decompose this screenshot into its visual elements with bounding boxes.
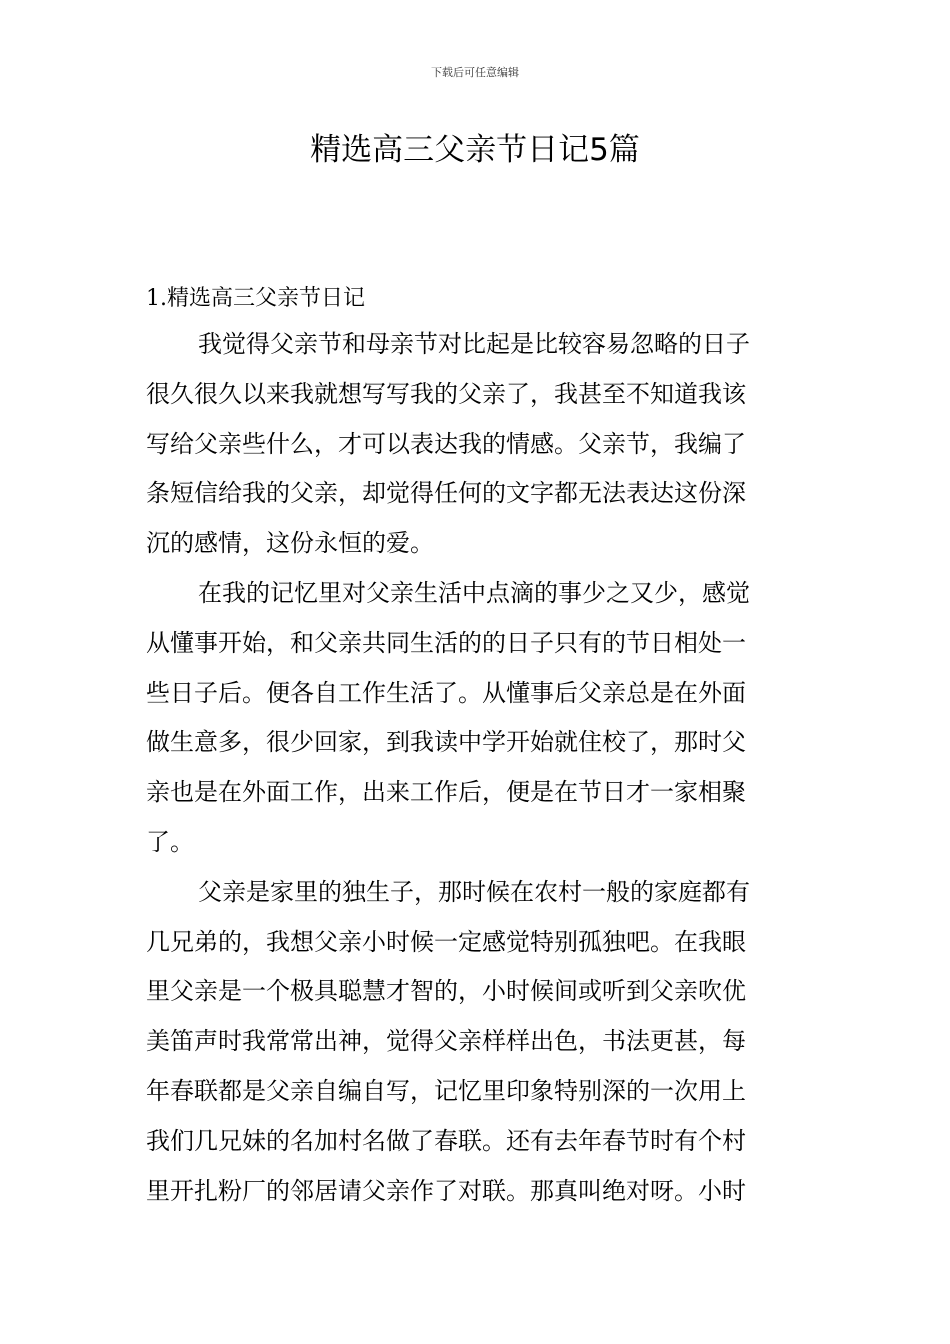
text-line: 父亲是家里的独生子，那时候在农村一般的家庭都有	[198, 877, 750, 906]
text-line: 条短信给我的父亲，却觉得任何的文字都无法表达这份深	[146, 479, 746, 508]
text-line: 写给父亲些什么，才可以表达我的情感。父亲节，我编了	[146, 429, 746, 458]
section-heading: 1.精选高三父亲节日记	[146, 286, 365, 311]
text-line: 美笛声时我常常出神，觉得父亲样样出色，书法更甚，每	[146, 1027, 746, 1056]
text-line: 了。	[146, 827, 194, 856]
text-line: 年春联都是父亲自编自写，记忆里印象特别深的一次用上	[146, 1076, 746, 1105]
text-line: 从懂事开始，和父亲共同生活的的日子只有的节日相处一	[146, 628, 746, 657]
paragraph-1	[146, 320, 806, 569]
document-title: 精选高三父亲节日记5篇	[310, 132, 640, 168]
text-line: 亲也是在外面工作，出来工作后，便是在节日才一家相聚	[146, 778, 746, 807]
text-line: 我觉得父亲节和母亲节对比起是比较容易忽略的日子	[198, 330, 750, 358]
paragraph-3	[146, 868, 806, 1217]
text-line: 几兄弟的，我想父亲小时候一定感觉特别孤独吧。在我眼	[146, 927, 746, 956]
text-line: 在我的记忆里对父亲生活中点滴的事少之又少，感觉	[198, 578, 750, 607]
header-note: 下载后可任意编辑	[431, 66, 519, 79]
text-line: 我们几兄妹的名加村名做了春联。还有去年春节时有个村	[146, 1126, 746, 1155]
text-line: 里父亲是一个极具聪慧才智的，小时候间或听到父亲吹优	[146, 977, 746, 1006]
document-body	[146, 278, 806, 1216]
paragraph-2	[146, 569, 806, 868]
text-line: 做生意多，很少回家，到我读中学开始就住校了，那时父	[146, 728, 746, 757]
text-line: 里开扎粉厂的邻居请父亲作了对联。那真叫绝对呀。小时	[146, 1176, 746, 1205]
text-line: 沉的感情，这份永恒的爱。	[146, 529, 434, 558]
text-line: 很久很久以来我就想写写我的父亲了，我甚至不知道我该	[146, 379, 746, 408]
text-line: 些日子后。便各自工作生活了。从懂事后父亲总是在外面	[146, 678, 746, 707]
